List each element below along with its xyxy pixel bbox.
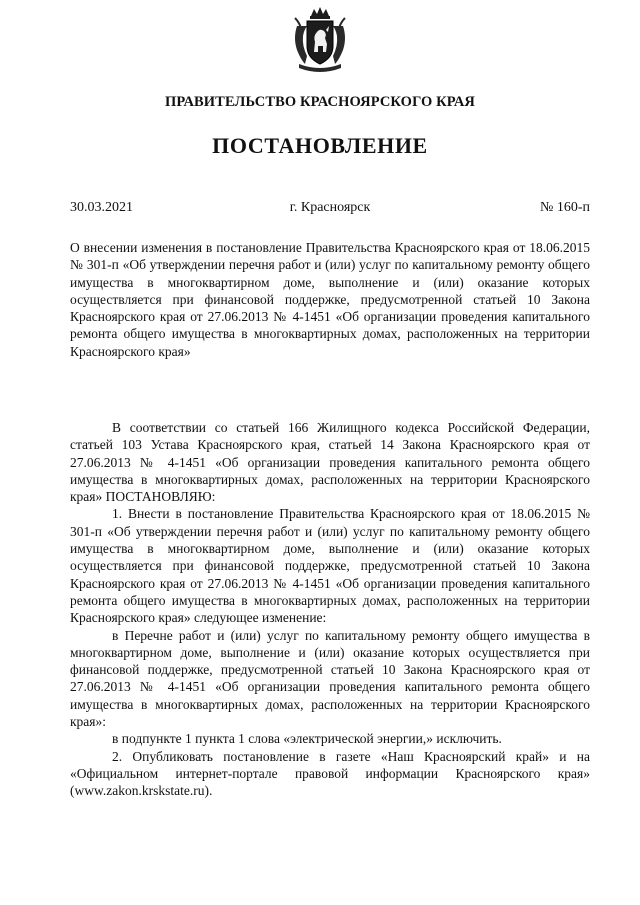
item-1-detail-paragraph: в Перечне работ и (или) услуг по капитальному ремонту общего имущества в многоквартирном доме, выполнение и (или) оказание которых осуществляется при финансовой поддержке, предусмотренной статьей 10 Закона Красноярского края от 27.06.2013 № 4-1451 «Об организации проведения капитального ремонта общего имущества в многоквартирных домах, расположенных на территории Красноярского края»: [70, 627, 590, 730]
item-1-sub-paragraph: в подпункте 1 пункта 1 слова «электрической энергии,» исключить. [112, 731, 502, 747]
krasnoyarsk-coat-of-arms-icon [291, 6, 349, 74]
item-2-paragraph: 2. Опубликовать постановление в газете «Наш Красноярский край» и на «Официальном интернет-портале правовой информации Красноярского края» (www.zakon.krskstate.ru). [70, 748, 590, 799]
document-date: 30.03.2021 [70, 200, 133, 215]
document-type-title: ПОСТАНОВЛЕНИЕ [212, 133, 428, 158]
document-number: № 160-п [539, 200, 590, 215]
document-city: г. Красноярск [289, 200, 371, 215]
document-meta-row [70, 200, 590, 218]
item-1-paragraph: 1. Внести в постановление Правительства Красноярского края от 18.06.2015 № 301-п «Об утверждении перечня работ и (или) услуг по капитальному ремонту общего имущества в многоквартирном доме, выполнение и (или) оказание которых осуществляется при финансовой поддержке, предусмотренной статьей 10 Закона Красноярского края от 27.06.2013 № 4-1451 «Об организации проведения капитального ремонта общего имущества в многоквартирных домах, расположенных на территории Красноярского края» следующее изменение: [70, 506, 590, 626]
document-body [70, 419, 590, 800]
document-subject: О внесении изменения в постановление Правительства Красноярского края от 18.06.2015 № 301-п «Об утверждении перечня работ и (или) услуг по капитальному ремонту общего имущества в многоквартирном доме, выполнение и (или) оказание которых осуществляется при финансовой поддержке, предусмотренной статьей 10 Закона Красноярского края от 27.06.2013 № 4-1451 «Об организации проведения капитального ремонта общего имущества в многоквартирных домах, расположенных на территории Красноярского края» [70, 240, 590, 359]
preamble-paragraph: В соответствии со статьей 166 Жилищного кодекса Российской Федерации, статьей 103 Устава Красноярского края, статьей 14 Закона Красноярского края от 27.06.2013 № 4-1451 «Об организации проведения капитального ремонта общего имущества в многоквартирных домах, расположенных на территории Красноярского края» ПОСТАНОВЛЯЮ: [70, 420, 590, 505]
government-name: ПРАВИТЕЛЬСТВО КРАСНОЯРСКОГО КРАЯ [164, 94, 475, 110]
